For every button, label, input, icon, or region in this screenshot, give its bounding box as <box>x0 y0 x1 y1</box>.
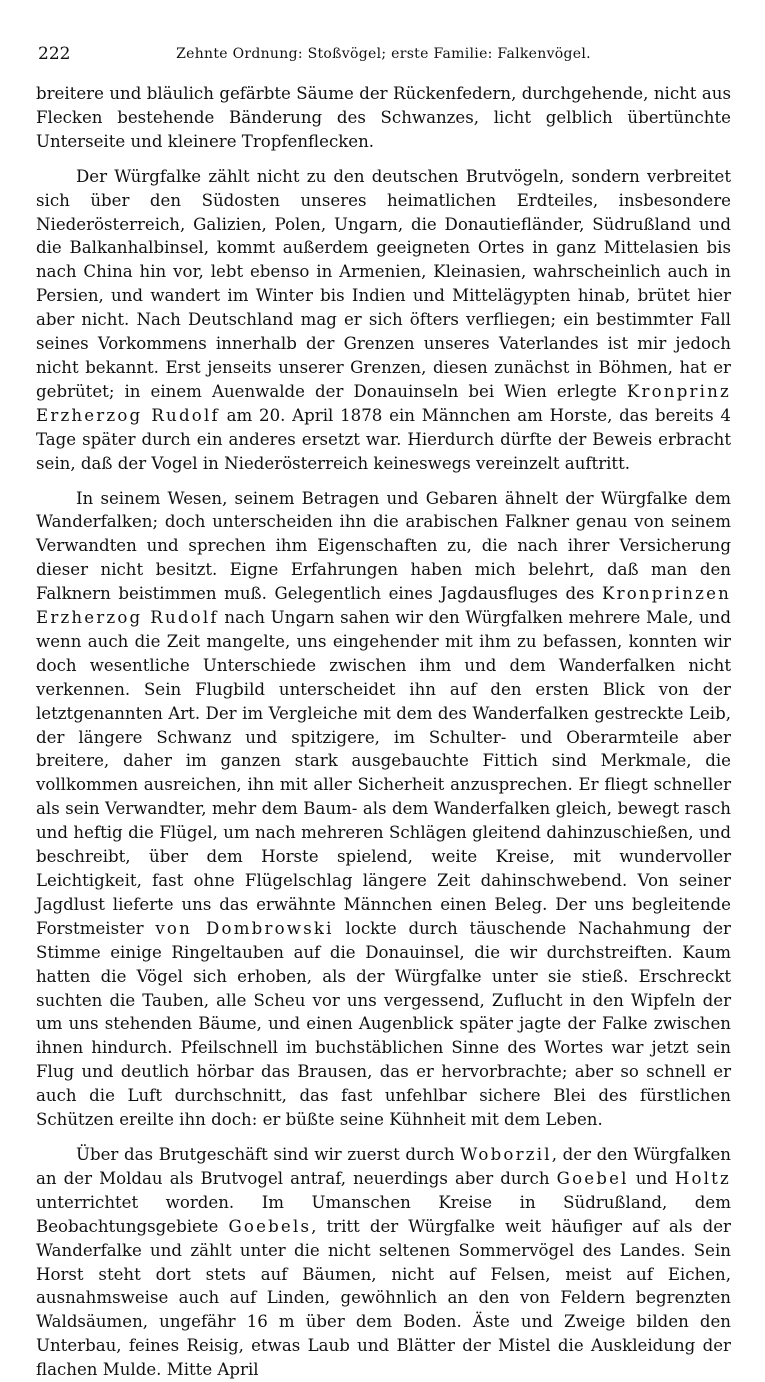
text-run: nach Ungarn sahen wir den Würgfalken mehrere Male, und wenn auch die Zeit mangelte, uns eingehender mit ihm zu befassen, konnten wir doch wesentliche Unterschiede zwischen ihm und dem Wanderfalken nicht verkennen. Sein Flugbild unterscheidet ihn auf den ersten Blick von der letztgenannten Art. Der im Vergleiche mit dem des Wanderfalken gestreckte Leib, der längere Schwanz und spitzigere, im Schulter- und Oberarmteile aber breitere, daher im ganzen stark ausgebauchte Fittich sind Merkmale, die vollkommen ausreichen, ihn mit aller Sicherheit anzusprechen. Er fliegt schneller als sein Verwandter, mehr dem Baum- als dem Wanderfalken gleich, bewegt rasch und heftig die Flügel, um nach mehreren Schlägen gleitend dahinzuschießen, und beschreibt, über dem Horste spielend, weite Kreise, mit wundervoller Leichtigkeit, fast ohne Flügelschlag längere Zeit dahinschwebend. Von seiner Jagdlust lieferte uns das erwähnte Männchen einen Beleg. Der uns begleitende Forstmeister <box>36 608 731 938</box>
paragraph <box>36 487 731 1132</box>
page-header <box>36 44 731 70</box>
spaced-name: Kronprinzen Erzherzog Rudolf <box>36 584 731 628</box>
text-run: , tritt der Würgfalke weit häufiger auf als der Wanderfalke und zählt unter die nicht seltenen Sommervögel des Landes. Sein Horst steht dort stets auf Bäumen, nicht auf Felsen, meist auf Eichen, ausnahmsweise auch auf Linden, gewöhnlich an den von Feldern begrenzten Waldsäumen, ungefähr 16 m über dem Boden. Äste und Zweige bilden den Unterbau, feines Reisig, etwas Laub und Blätter der Mistel die Auskleidung der flachen Mulde. Mitte April <box>36 1216 731 1380</box>
spaced-name: Holtz <box>674 1168 731 1188</box>
page-number: 222 <box>38 44 71 64</box>
text-run: breitere und bläulich gefärbte Säume der Rückenfedern, durchgehende, nicht aus Flecken bestehende Bänderung des Schwanzes, licht gelblich übertünchte Unterseite und kleinere Tropfenflecken. <box>36 84 731 151</box>
text-run: , der den Würgfalken an der Moldau als Brutvogel antraf, neuerdings aber durch <box>36 1144 731 1188</box>
paragraph <box>36 82 731 154</box>
paragraph <box>36 1143 731 1382</box>
running-head: Zehnte Ordnung: Stoßvögel; erste Familie: Falkenvögel. <box>176 46 591 62</box>
spaced-name: Goebels <box>228 1216 312 1236</box>
text-run: Über das Brutgeschäft sind wir zuerst durch <box>76 1144 461 1164</box>
paragraph <box>36 165 731 476</box>
text-run: Der Würgfalke zählt nicht zu den deutschen Brutvögeln, sondern verbreitet sich über den Südosten unseres heimatlichen Erdteiles, insbesondere Niederösterreich, Galizien, Polen, Ungarn, die Donautiefländer, Südrußland und die Balkanhalbinsel, kommt außerdem geeigneten Ortes in ganz Mittelasien bis nach China hin vor, lebt ebenso in Armenien, Kleinasien, wahrscheinlich auch in Persien, und wandert im Winter bis Indien und Mittelägypten hinab, brütet hier aber nicht. Nach Deutschland mag er sich öfters verfliegen; ein bestimmter Fall seines Vorkommens innerhalb der Grenzen unseres Vaterlandes ist mir jedoch nicht bekannt. Erst jenseits unserer Grenzen, diesen zunächst in Böhmen, hat er gebrütet; in einem Auenwalde der Donauinseln bei Wien erlegte <box>36 166 731 401</box>
text-run: lockte durch täuschende Nachahmung der Stimme einige Ringeltauben auf die Donauinsel, die wir durchstreiften. Kaum hatten die Vögel sich erhoben, als der Würgfalke unter sie stieß. Erschreckt suchten die Tauben, alle Scheu vor uns vergessend, Zuflucht in den Wipfeln der um uns stehenden Bäume, und einen Augenblick später jagte der Falke zwischen ihnen hindurch. Pfeilschnell im buchstäblichen Sinne des Wortes war jetzt sein Flug und deutlich hörbar das Brausen, das er hervorbrachte; aber so schnell er auch die Luft durchschnitt, das fast unfehlbar sichere Blei des fürstlichen Schützen ereilte ihn doch: er büßte seine Kühnheit mit dem Leben. <box>36 918 731 1130</box>
spaced-name: Woborzil <box>460 1144 552 1164</box>
text-run: In seinem Wesen, seinem Betragen und Gebaren ähnelt der Würgfalke dem Wanderfalken; doch unterscheiden ihn die arabischen Falkner genau von seinem Verwandten und sprechen ihm Eigenschaften zu, die nach ihrer Versicherung dieser nicht besitzt. Eigne Erfahrungen haben mich belehrt, daß man den Falknern beistimmen muß. Gelegentlich eines Jagdausfluges des <box>36 488 731 604</box>
spaced-name: von Dombrowski <box>155 918 334 938</box>
spaced-name: Kronprinz Erzherzog Rudolf <box>36 381 731 425</box>
text-run: und <box>628 1168 675 1188</box>
body-text <box>36 82 731 1382</box>
text-run: am 20. April 1878 ein Männchen am Horste, das bereits 4 Tage später durch ein anderes ersetzt war. Hierdurch dürfte der Beweis erbracht sein, daß der Vogel in Niederösterreich keineswegs vereinzelt auftritt. <box>36 405 731 473</box>
text-run: unterrichtet worden. Im Umanschen Kreise in Südrußland, dem Beobachtungsgebiete <box>36 1192 731 1236</box>
spaced-name: Goebel <box>556 1168 629 1188</box>
